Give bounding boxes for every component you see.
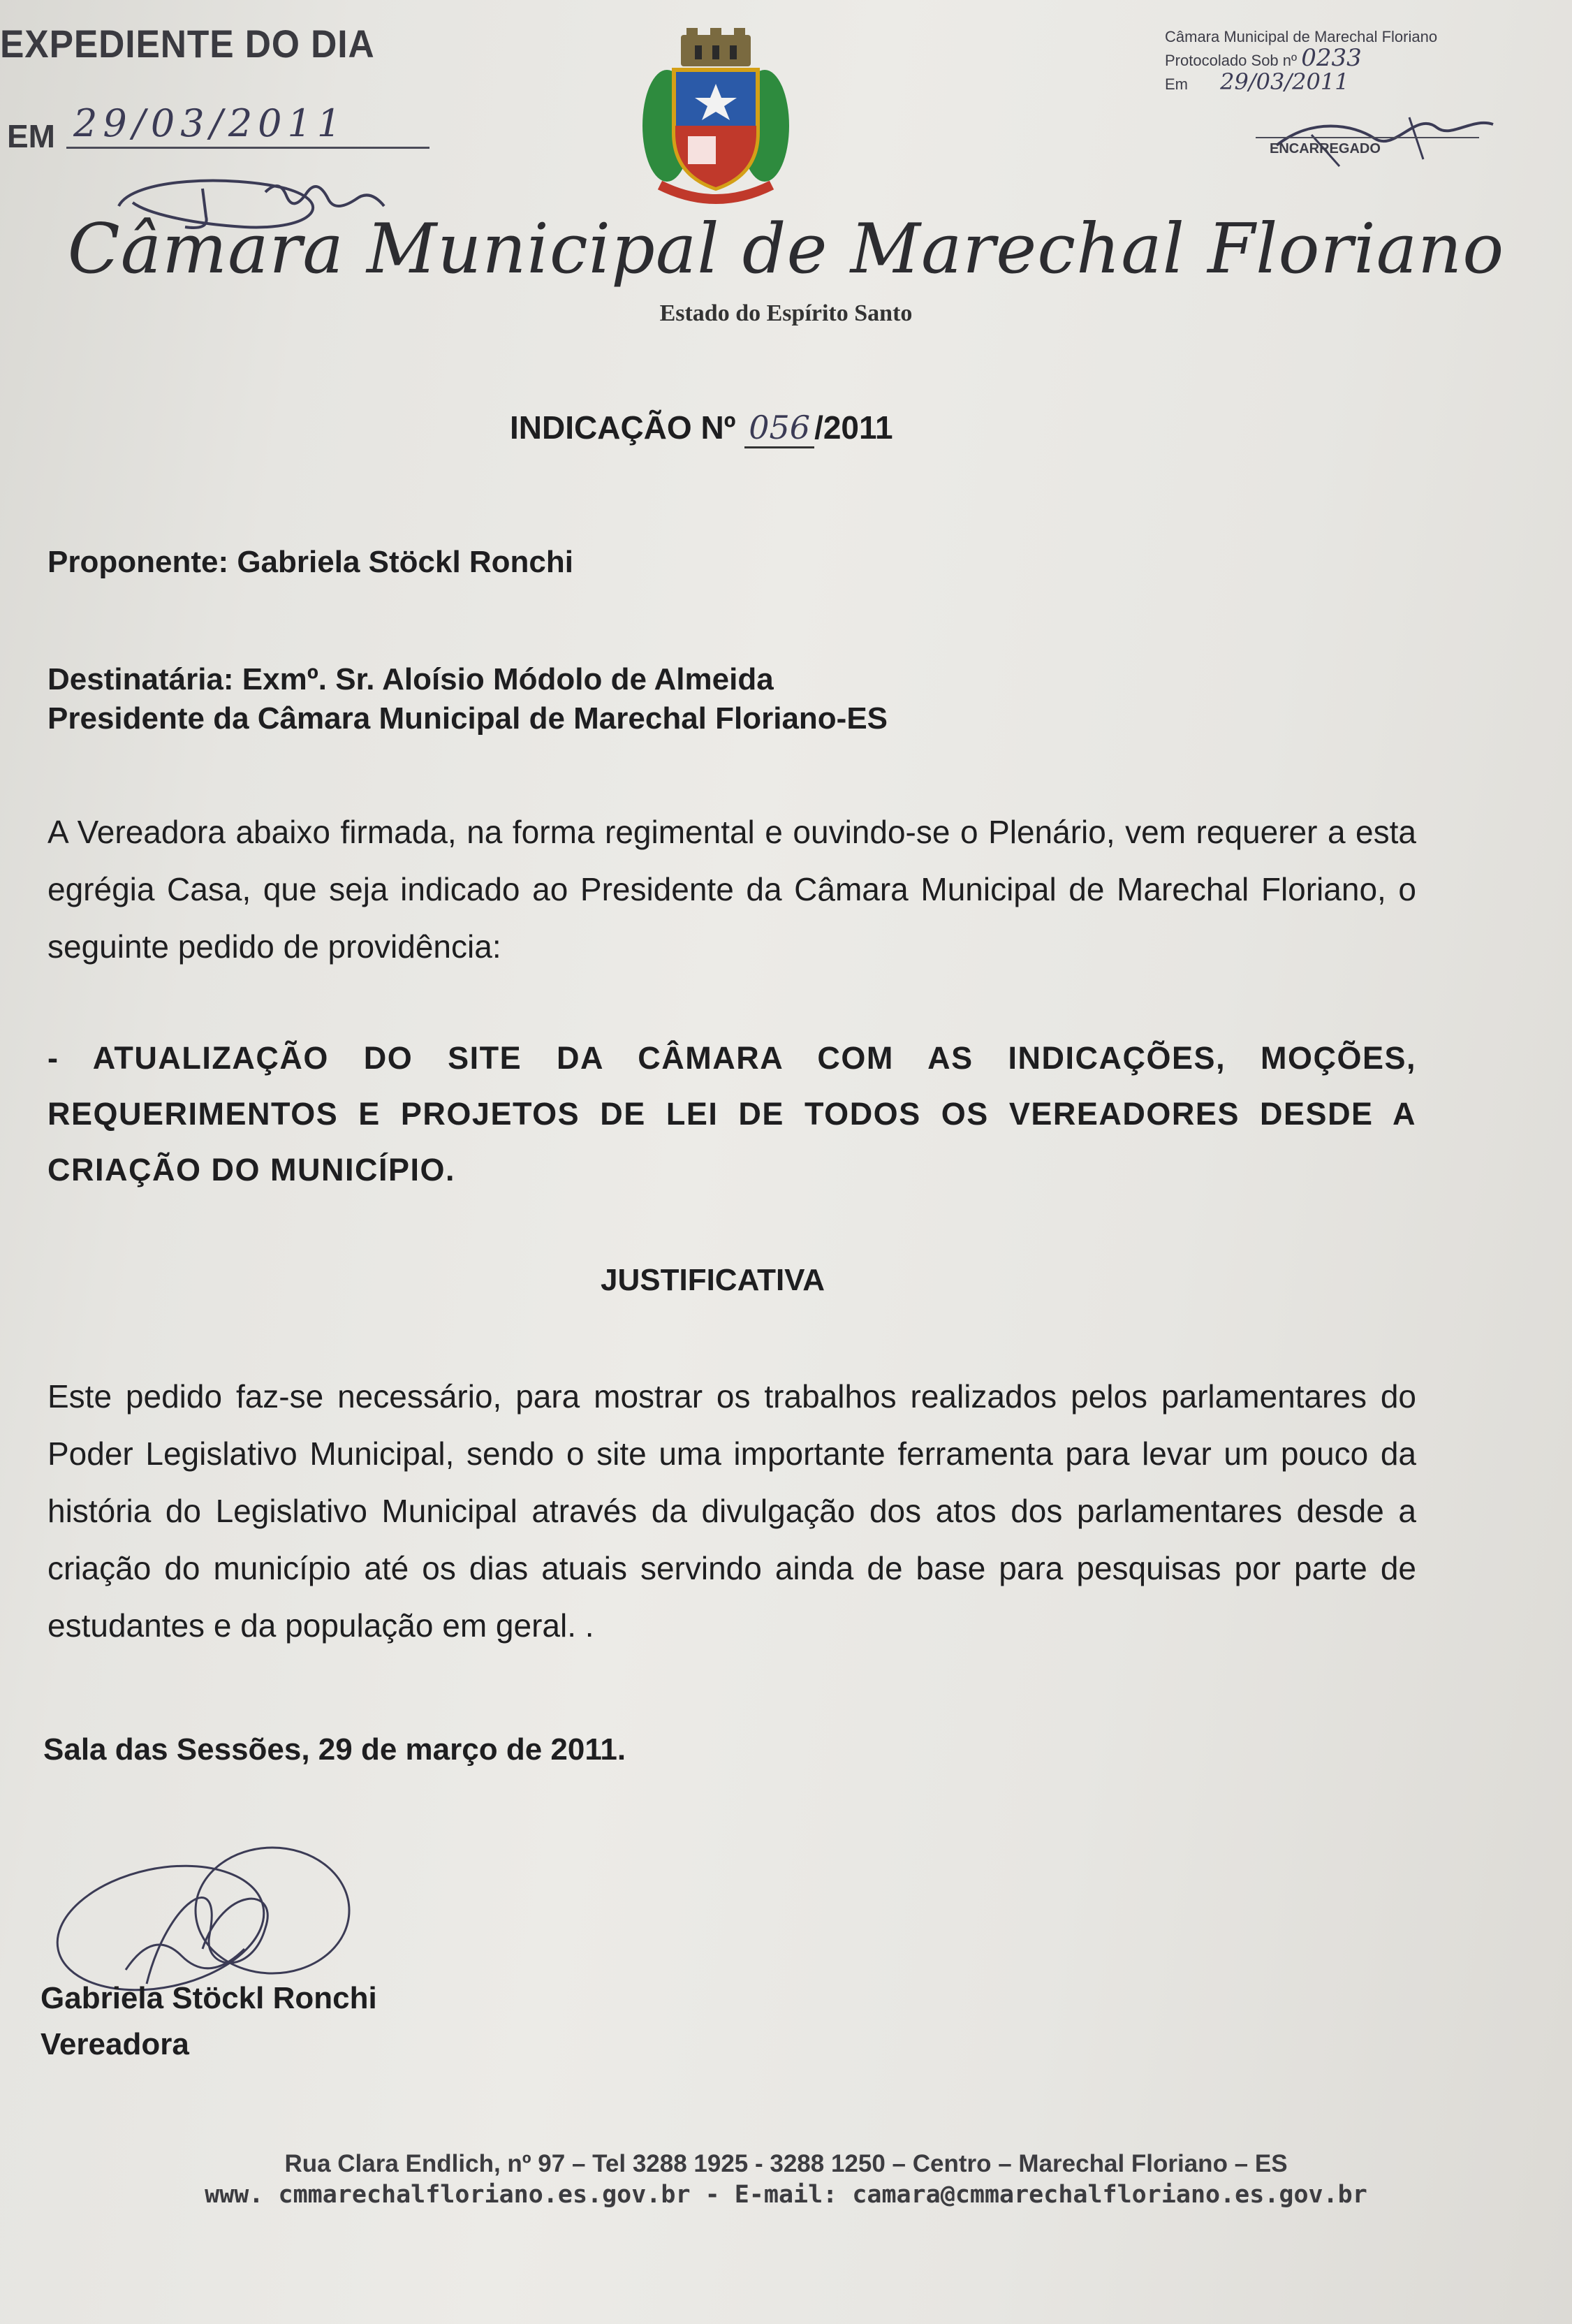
indicacao-label: INDICAÇÃO Nº <box>510 409 736 446</box>
signatory-role: Vereadora <box>41 2027 189 2061</box>
signature-block <box>41 1975 377 2068</box>
protocol-number: 0233 <box>1301 44 1362 72</box>
signatory-name: Gabriela Stöckl Ronchi <box>41 1981 377 2015</box>
indicacao-year: /2011 <box>814 409 893 446</box>
protocol-stamp-org: Câmara Municipal de Marechal Floriano <box>1165 28 1438 45</box>
protocol-date: 29/03/2011 <box>1220 68 1349 95</box>
expediente-date: 29/03/2011 <box>73 101 347 145</box>
protocol-role: ENCARREGADO <box>1270 141 1381 156</box>
proponente: Proponente: Gabriela Stöckl Ronchi <box>47 545 574 579</box>
protocol-label: Protocolado Sob nº 0233 <box>1165 44 1362 72</box>
destinataria-line1: Destinatária: Exmº. Sr. Aloísio Módolo de Almeida <box>47 662 774 696</box>
destinataria <box>47 660 888 738</box>
request-paragraph: - ATUALIZAÇÃO DO SITE DA CÂMARA COM AS INDICAÇÕES, MOÇÕES, REQUERIMENTOS E PROJETOS DE LEI DE TODOS OS VEREADORES DESDE A CRIAÇÃO DO MUNICÍPIO. <box>47 1040 1416 1187</box>
expediente-stamp-title: EXPEDIENTE DO DIA <box>0 22 375 66</box>
session-date: Sala das Sessões, 29 de março de 2011. <box>43 1732 626 1767</box>
state-subtitle: Estado do Espírito Santo <box>659 300 913 326</box>
destinataria-line2: Presidente da Câmara Municipal de Marechal Floriano-ES <box>47 701 888 736</box>
footer-address: Rua Clara Endlich, nº 97 – Tel 3288 1925 - 3288 1250 – Centro – Marechal Floriano – ES <box>284 2150 1288 2177</box>
expediente-em-label: EM <box>7 118 55 154</box>
footer-web-email: www. cmmarechalfloriano.es.gov.br - E-mail: camara@cmmarechalfloriano.es.gov.br <box>205 2181 1367 2209</box>
justificativa-title: JUSTIFICATIVA <box>601 1263 825 1297</box>
protocol-signature <box>1270 96 1500 173</box>
indicacao-number: 056 <box>744 409 814 448</box>
chamber-title: Câmara Municipal de Marechal Floriano <box>67 210 1505 289</box>
intro-paragraph: A Vereadora abaixo firmada, na forma regimental e ouvindo-se o Plenário, vem requerer a esta egrégia Casa, que seja indicado ao Presidente da Câmara Municipal de Marechal Floriano, o seguinte pedido de providência: <box>47 814 1416 965</box>
justificativa-paragraph: Este pedido faz-se necessário, para mostrar os trabalhos realizados pelos parlamentares do Poder Legislativo Municipal, sendo o site uma importante ferramenta para levar um pouco da história do Legislativo Municipal através da divulgação dos atos dos parlamentares desde a criação do município até os dias atuais servindo ainda de base para pesquisas por parte de estudantes e da população em geral. . <box>47 1378 1416 1644</box>
indicacao-heading <box>510 409 893 446</box>
protocol-em: Em 29/03/2011 <box>1165 68 1349 95</box>
municipal-coat-of-arms <box>632 28 800 210</box>
protocol-stamp <box>1165 27 1438 156</box>
expediente-date-line <box>66 147 429 149</box>
